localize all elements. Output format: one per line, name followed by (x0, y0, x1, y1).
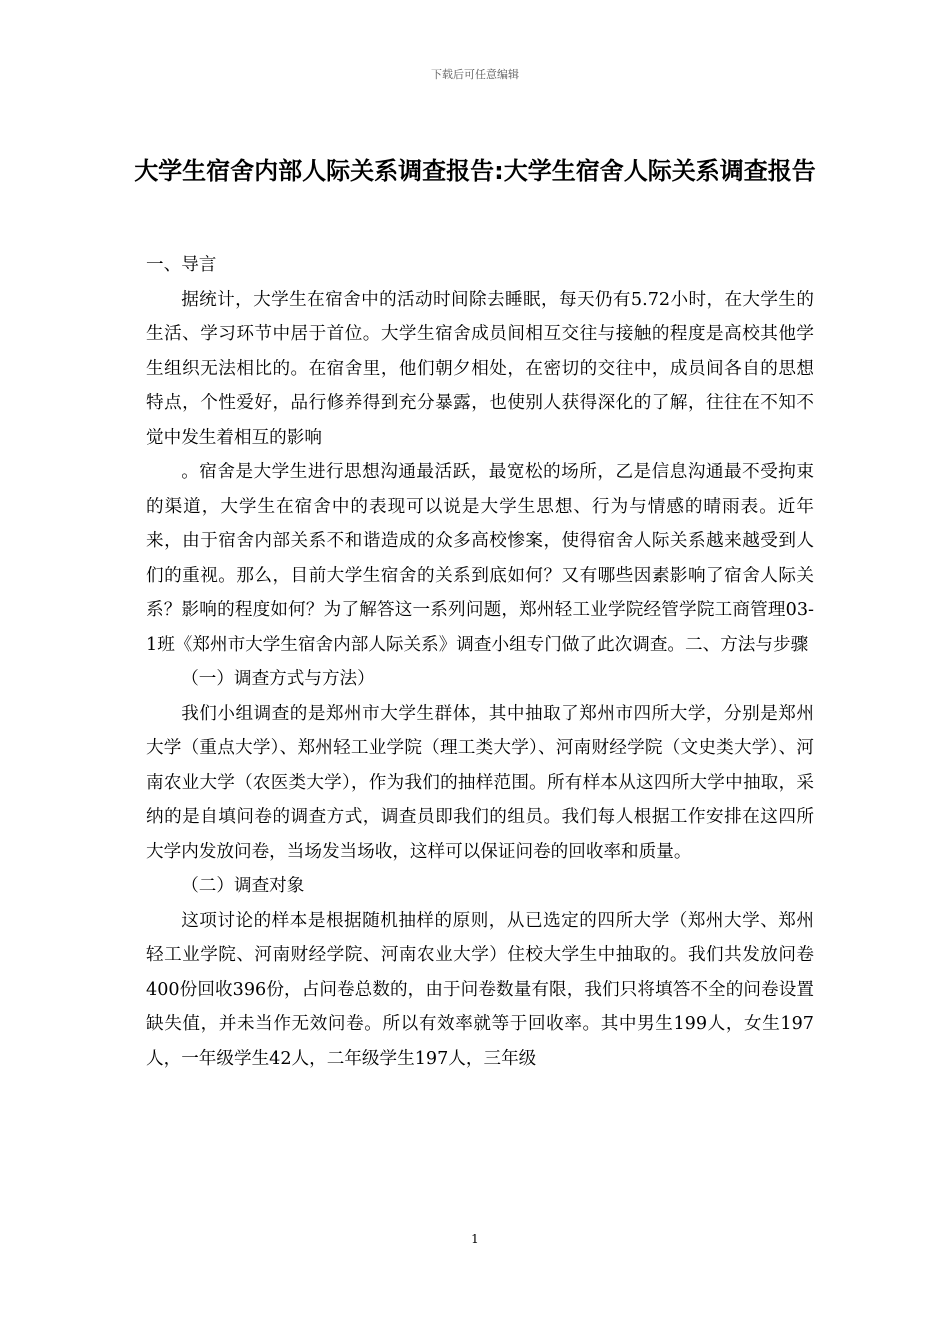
header-note: 下载后可任意编辑 (431, 68, 519, 81)
page-number: 1 (471, 1232, 479, 1246)
document-title: 大学生宿舍内部人际关系调查报告:大学生宿舍人际关系调查报告 (134, 157, 816, 185)
paragraph-1: 据统计，大学生在宿舍中的活动时间除去睡眠，每天仍有5.72小时，在大学生的生活、学习环节中居于首位。大学生宿舍成员间相互交往与接触的程度是高校其他学生组织无法相比的。在宿舍里，他们朝夕相处，在密切的交往中，成员间各自的思想特点，个性爱好，品行修养得到充分暴露，也使别人获得深化的了解，往往在不知不觉中发生着相互的影响 (146, 289, 814, 448)
paragraph-3: 我们小组调查的是郑州市大学生群体，其中抽取了郑州市四所大学，分别是郑州大学（重点大学）、郑州轻工业学院（理工类大学）、河南财经学院（文史类大学）、河南农业大学（农医类大学），作为我们的抽样范围。所有样本从这四所大学中抽取，采纳的是自填问卷的调查方式，调查员即我们的组员。我们每人根据工作安排在这四所大学内发放问卷，当场发当场收，这样可以保证问卷的回收率和质量。 (146, 703, 814, 862)
method-heading: （一）调查方式与方法） (181, 669, 375, 689)
paragraph-4: 这项讨论的样本是根据随机抽样的原则，从已选定的四所大学（郑州大学、郑州轻工业学院、河南财经学院、河南农业大学）住校大学生中抽取的。我们共发放问卷400份回收396份，占问卷总数的，由于问卷数量有限，我们只将填答不全的问卷设置缺失值，并未当作无效问卷。所以有效率就等于回收率。其中男生199人，女生197人，一年级学生42人，二年级学生197人，三年级 (146, 910, 814, 1069)
intro-heading: 一、导言 (146, 255, 217, 275)
document-body (146, 248, 814, 1076)
object-heading: （二）调查对象 (181, 876, 305, 896)
paragraph-2: 。宿舍是大学生进行思想沟通最活跃，最宽松的场所，乙是信息沟通最不受拘束的渠道，大学生在宿舍中的表现可以说是大学生思想、行为与情感的晴雨表。近年来，由于宿舍内部关系不和谐造成的众多高校惨案，使得宿舍人际关系越来越受到人们的重视。那么，目前大学生宿舍的关系到底如何？又有哪些因素影响了宿舍人际关系？影响的程度如何？为了解答这一系列问题，郑州轻工业学院经管学院工商管理03-1班《郑州市大学生宿舍内部人际关系》调查小组专门做了此次调查。二、方法与步骤 (146, 462, 814, 655)
